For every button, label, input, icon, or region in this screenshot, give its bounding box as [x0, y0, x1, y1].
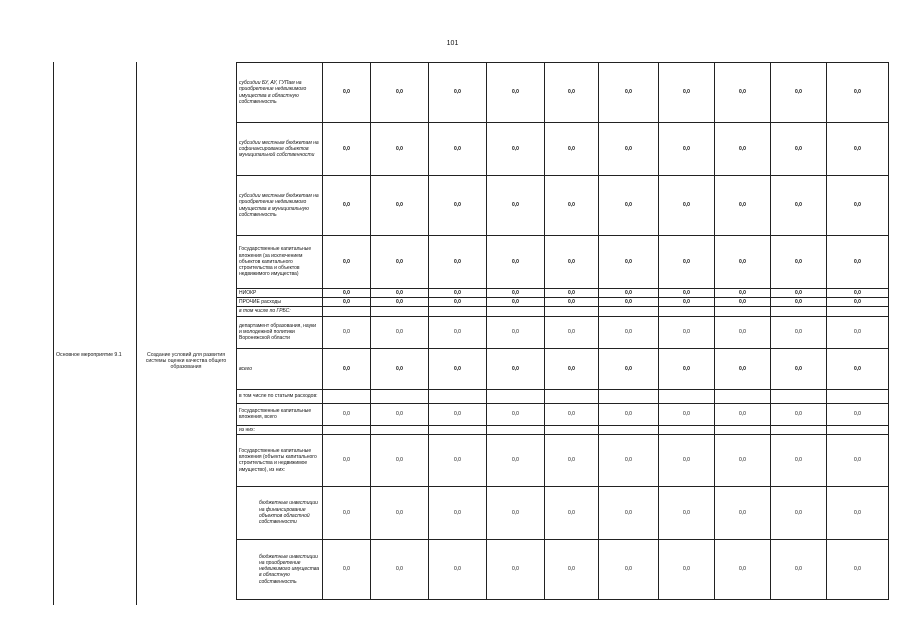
value-cell [599, 389, 659, 403]
value-cell: 0,0 [429, 236, 487, 289]
table-row [237, 539, 889, 599]
value-cell: 0,0 [659, 403, 715, 425]
value-cell [545, 425, 599, 434]
value-cell: 0,0 [599, 236, 659, 289]
value-cell: 0,0 [599, 63, 659, 123]
row-label: из них: [237, 425, 323, 434]
value-cell: 0,0 [429, 434, 487, 486]
value-cell: 0,0 [827, 236, 889, 289]
main-activity-name-line: Создание условий для развития [146, 352, 226, 358]
value-cell: 0,0 [545, 403, 599, 425]
value-cell: 0,0 [715, 176, 771, 236]
value-cell [659, 389, 715, 403]
value-cell [659, 425, 715, 434]
value-cell: 0,0 [371, 486, 429, 539]
table-row [237, 298, 889, 307]
value-cell: 0,0 [371, 298, 429, 307]
row-label: субсидии местным бюджетам на софинансирование объектов муниципальной собственности [237, 123, 323, 176]
table-row [237, 236, 889, 289]
value-cell [827, 389, 889, 403]
row-label: бюджетные инвестиции на приобретение недвижимого имущества в областную собственность [237, 539, 323, 599]
value-cell: 0,0 [659, 236, 715, 289]
value-cell: 0,0 [715, 539, 771, 599]
value-cell: 0,0 [487, 434, 545, 486]
value-cell: 0,0 [715, 123, 771, 176]
value-cell: 0,0 [771, 348, 827, 389]
value-cell: 0,0 [487, 123, 545, 176]
value-cell: 0,0 [715, 63, 771, 123]
table-row [237, 307, 889, 316]
value-cell: 0,0 [323, 289, 371, 298]
value-cell: 0,0 [545, 123, 599, 176]
value-cell [371, 307, 429, 316]
page-number: 101 [446, 40, 459, 47]
value-cell: 0,0 [827, 434, 889, 486]
value-cell: 0,0 [771, 298, 827, 307]
table-row [237, 403, 889, 425]
value-cell: 0,0 [827, 63, 889, 123]
value-cell: 0,0 [659, 298, 715, 307]
row-label: субсидии БУ, АУ, ГУПам на приобретение недвижимого имущества в областную собственность [237, 63, 323, 123]
value-cell [487, 389, 545, 403]
value-cell: 0,0 [715, 289, 771, 298]
value-cell: 0,0 [323, 236, 371, 289]
value-cell: 0,0 [545, 316, 599, 348]
value-cell: 0,0 [371, 236, 429, 289]
budget-table [236, 62, 889, 600]
value-cell [429, 389, 487, 403]
row-label: Государственные капитальные вложения (объекты капитального строительства и недвижимое имущество), из них: [237, 434, 323, 486]
value-cell: 0,0 [487, 486, 545, 539]
value-cell: 0,0 [545, 289, 599, 298]
value-cell: 0,0 [371, 348, 429, 389]
value-cell: 0,0 [429, 403, 487, 425]
row-label: Государственные капитальные вложения (за исключением объектов капитального строительства и объектов недвижимого имущества) [237, 236, 323, 289]
value-cell: 0,0 [659, 123, 715, 176]
table-row [237, 348, 889, 389]
value-cell: 0,0 [599, 486, 659, 539]
value-cell: 0,0 [487, 236, 545, 289]
row-label: ПРОЧИЕ расходы [237, 298, 323, 307]
value-cell: 0,0 [771, 434, 827, 486]
value-cell: 0,0 [715, 486, 771, 539]
value-cell: 0,0 [487, 289, 545, 298]
value-cell: 0,0 [429, 63, 487, 123]
row-label: НИОКР [237, 289, 323, 298]
value-cell [771, 307, 827, 316]
value-cell: 0,0 [323, 298, 371, 307]
value-cell [545, 389, 599, 403]
value-cell: 0,0 [771, 486, 827, 539]
value-cell: 0,0 [323, 123, 371, 176]
value-cell: 0,0 [545, 236, 599, 289]
value-cell: 0,0 [429, 123, 487, 176]
column-divider-line [136, 62, 137, 605]
value-cell: 0,0 [545, 486, 599, 539]
value-cell: 0,0 [715, 403, 771, 425]
row-label: в том числе по ГРБС: [237, 307, 323, 316]
value-cell: 0,0 [371, 539, 429, 599]
value-cell: 0,0 [323, 434, 371, 486]
value-cell: 0,0 [371, 176, 429, 236]
value-cell [371, 389, 429, 403]
main-activity-name [138, 352, 234, 371]
value-cell [487, 425, 545, 434]
table-row [237, 389, 889, 403]
value-cell: 0,0 [429, 539, 487, 599]
value-cell [771, 389, 827, 403]
value-cell: 0,0 [771, 289, 827, 298]
value-cell [771, 425, 827, 434]
value-cell: 0,0 [545, 176, 599, 236]
table-row [237, 316, 889, 348]
value-cell: 0,0 [429, 289, 487, 298]
value-cell: 0,0 [599, 316, 659, 348]
value-cell [599, 307, 659, 316]
value-cell: 0,0 [487, 348, 545, 389]
value-cell [487, 307, 545, 316]
value-cell: 0,0 [659, 539, 715, 599]
value-cell: 0,0 [429, 176, 487, 236]
value-cell: 0,0 [323, 176, 371, 236]
value-cell: 0,0 [659, 316, 715, 348]
value-cell: 0,0 [659, 486, 715, 539]
table-row [237, 289, 889, 298]
value-cell: 0,0 [827, 123, 889, 176]
value-cell: 0,0 [827, 289, 889, 298]
value-cell: 0,0 [715, 236, 771, 289]
value-cell: 0,0 [827, 403, 889, 425]
value-cell: 0,0 [371, 403, 429, 425]
value-cell: 0,0 [659, 348, 715, 389]
table-row [237, 123, 889, 176]
row-label: всего [237, 348, 323, 389]
value-cell: 0,0 [771, 176, 827, 236]
value-cell: 0,0 [771, 539, 827, 599]
value-cell: 0,0 [659, 176, 715, 236]
value-cell [827, 307, 889, 316]
main-activity-name-line: системы оценки качества общего [145, 358, 227, 365]
value-cell: 0,0 [371, 289, 429, 298]
value-cell: 0,0 [771, 63, 827, 123]
value-cell: 0,0 [545, 348, 599, 389]
value-cell: 0,0 [323, 403, 371, 425]
value-cell: 0,0 [715, 298, 771, 307]
value-cell: 0,0 [599, 348, 659, 389]
value-cell: 0,0 [659, 289, 715, 298]
value-cell: 0,0 [487, 539, 545, 599]
value-cell: 0,0 [487, 316, 545, 348]
value-cell: 0,0 [487, 176, 545, 236]
value-cell: 0,0 [715, 316, 771, 348]
value-cell: 0,0 [771, 403, 827, 425]
value-cell: 0,0 [715, 348, 771, 389]
left-border-line [53, 62, 54, 605]
value-cell: 0,0 [659, 63, 715, 123]
value-cell [715, 425, 771, 434]
value-cell: 0,0 [599, 539, 659, 599]
value-cell: 0,0 [827, 486, 889, 539]
value-cell: 0,0 [771, 123, 827, 176]
value-cell: 0,0 [599, 123, 659, 176]
value-cell [659, 307, 715, 316]
value-cell: 0,0 [599, 176, 659, 236]
value-cell [545, 307, 599, 316]
row-label: субсидии местным бюджетам на приобретение недвижимого имущества в муниципальную собственность [237, 176, 323, 236]
main-activity-label: Основное мероприятие 9.1 [56, 352, 122, 358]
value-cell: 0,0 [827, 298, 889, 307]
value-cell: 0,0 [371, 316, 429, 348]
table-row [237, 176, 889, 236]
value-cell: 0,0 [771, 236, 827, 289]
row-label: Государственные капитальные вложения, всего [237, 403, 323, 425]
value-cell: 0,0 [827, 316, 889, 348]
value-cell: 0,0 [599, 298, 659, 307]
value-cell: 0,0 [599, 289, 659, 298]
value-cell: 0,0 [545, 434, 599, 486]
value-cell: 0,0 [323, 63, 371, 123]
value-cell: 0,0 [487, 63, 545, 123]
value-cell: 0,0 [429, 316, 487, 348]
value-cell: 0,0 [429, 298, 487, 307]
value-cell [371, 425, 429, 434]
table-row [237, 63, 889, 123]
value-cell [323, 307, 371, 316]
value-cell: 0,0 [371, 434, 429, 486]
value-cell: 0,0 [659, 434, 715, 486]
value-cell: 0,0 [715, 434, 771, 486]
value-cell: 0,0 [599, 434, 659, 486]
value-cell: 0,0 [827, 539, 889, 599]
value-cell: 0,0 [429, 348, 487, 389]
value-cell [323, 425, 371, 434]
table-row [237, 486, 889, 539]
value-cell [715, 307, 771, 316]
value-cell: 0,0 [827, 348, 889, 389]
value-cell: 0,0 [599, 403, 659, 425]
value-cell [323, 389, 371, 403]
value-cell [715, 389, 771, 403]
value-cell: 0,0 [429, 486, 487, 539]
row-label: в том числе по статьям расходов: [237, 389, 323, 403]
value-cell: 0,0 [323, 348, 371, 389]
main-activity-name-line: образования [170, 364, 202, 371]
value-cell: 0,0 [827, 176, 889, 236]
value-cell: 0,0 [371, 123, 429, 176]
value-cell: 0,0 [545, 63, 599, 123]
table-row [237, 434, 889, 486]
value-cell [827, 425, 889, 434]
row-label: департамент образования, науки и молодежной политики Воронежской области [237, 316, 323, 348]
value-cell: 0,0 [545, 539, 599, 599]
value-cell: 0,0 [323, 486, 371, 539]
value-cell [429, 307, 487, 316]
value-cell [599, 425, 659, 434]
value-cell: 0,0 [323, 316, 371, 348]
row-label: бюджетные инвестиции на финансирование объектов областной собственности [237, 486, 323, 539]
value-cell [429, 425, 487, 434]
value-cell: 0,0 [487, 403, 545, 425]
value-cell: 0,0 [487, 298, 545, 307]
value-cell: 0,0 [771, 316, 827, 348]
value-cell: 0,0 [545, 298, 599, 307]
value-cell: 0,0 [371, 63, 429, 123]
table-row [237, 425, 889, 434]
value-cell: 0,0 [323, 539, 371, 599]
